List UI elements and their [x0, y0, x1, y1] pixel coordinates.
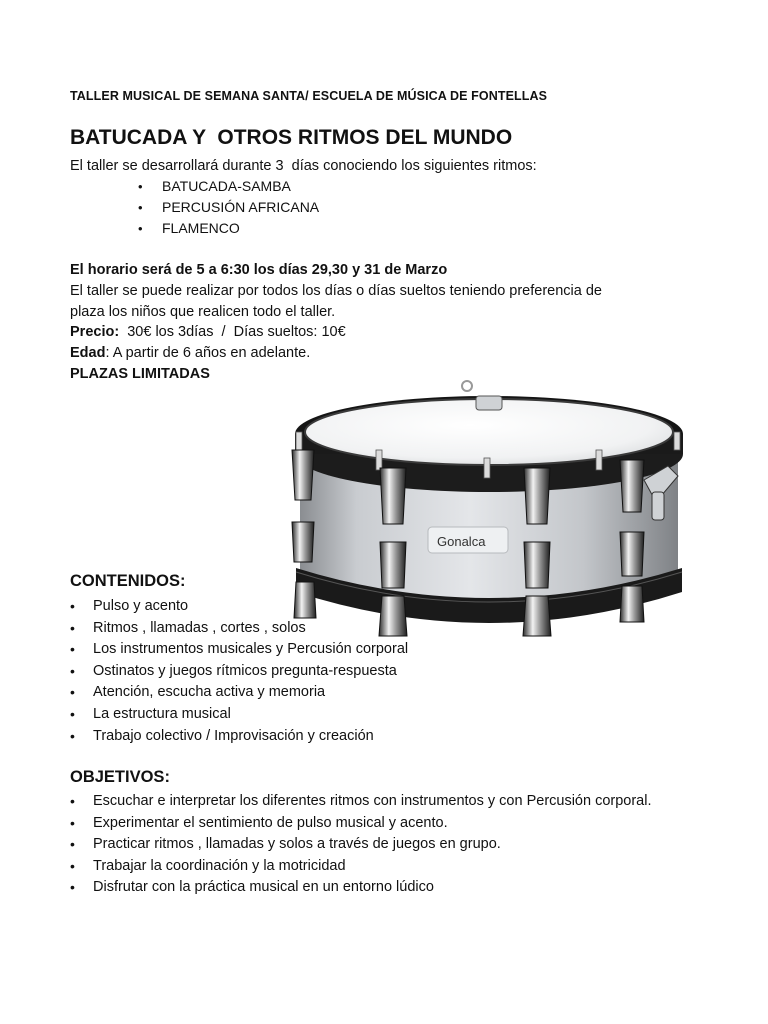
price-value: 30€ los 3días / Días sueltos: 10€	[119, 324, 346, 340]
price-label: Precio:	[70, 324, 120, 340]
list-item: • Atención, escucha activa y memoria	[70, 682, 710, 704]
list-item: • Trabajar la coordinación y la motricidad	[70, 856, 690, 878]
objetivos-list	[70, 791, 690, 899]
age-line	[70, 343, 310, 364]
list-item: • Experimentar el sentimiento de pulso musical y acento.	[70, 813, 690, 835]
list-item: • Trabajo colectivo / Improvisación y creación	[70, 726, 710, 748]
limited-places: PLAZAS LIMITADAS	[70, 366, 210, 382]
list-item: • Disfrutar con la práctica musical en un entorno lúdico	[70, 877, 690, 899]
list-item: • Ostinatos y juegos rítmicos pregunta-respuesta	[70, 661, 710, 683]
list-item: • PERCUSIÓN AFRICANA	[138, 197, 319, 218]
contenidos-list	[70, 596, 710, 747]
list-item: • FLAMENCO	[138, 218, 319, 239]
page-title: BATUCADA Y OTROS RITMOS DEL MUNDO	[70, 126, 513, 149]
schedule-text: El horario será de 5 a 6:30 los días 29,30 y 31 de Marzo	[70, 262, 448, 278]
price-line	[70, 322, 346, 343]
contenidos-heading: CONTENIDOS:	[70, 572, 186, 590]
note-line-1: El taller se puede realizar por todos los días o días sueltos teniendo preferencia de	[70, 283, 602, 299]
list-item: • La estructura musical	[70, 704, 710, 726]
list-item: • Ritmos , llamadas , cortes , solos	[70, 618, 710, 640]
rhythms-list	[138, 176, 319, 239]
list-item: • Practicar ritmos , llamadas y solos a través de juegos en grupo.	[70, 834, 690, 856]
list-item: • Pulso y acento	[70, 596, 710, 618]
age-value: : A partir de 6 años en adelante.	[105, 345, 311, 361]
age-label: Edad	[70, 345, 106, 361]
intro-text: El taller se desarrollará durante 3 días conociendo los siguientes ritmos:	[70, 158, 537, 174]
drum-brand-logo: Gonalca	[437, 534, 486, 549]
list-item: • Los instrumentos musicales y Percusión corporal	[70, 639, 710, 661]
document-header: TALLER MUSICAL DE SEMANA SANTA/ ESCUELA DE MÚSICA DE FONTELLAS	[70, 89, 548, 103]
list-item: • BATUCADA-SAMBA	[138, 176, 319, 197]
objetivos-heading: OBJETIVOS:	[70, 768, 170, 786]
note-line-2: plaza los niños que realicen todo el taller.	[70, 304, 336, 320]
list-item: • Escuchar e interpretar los diferentes ritmos con instrumentos y con Percusión corporal.	[70, 791, 690, 813]
